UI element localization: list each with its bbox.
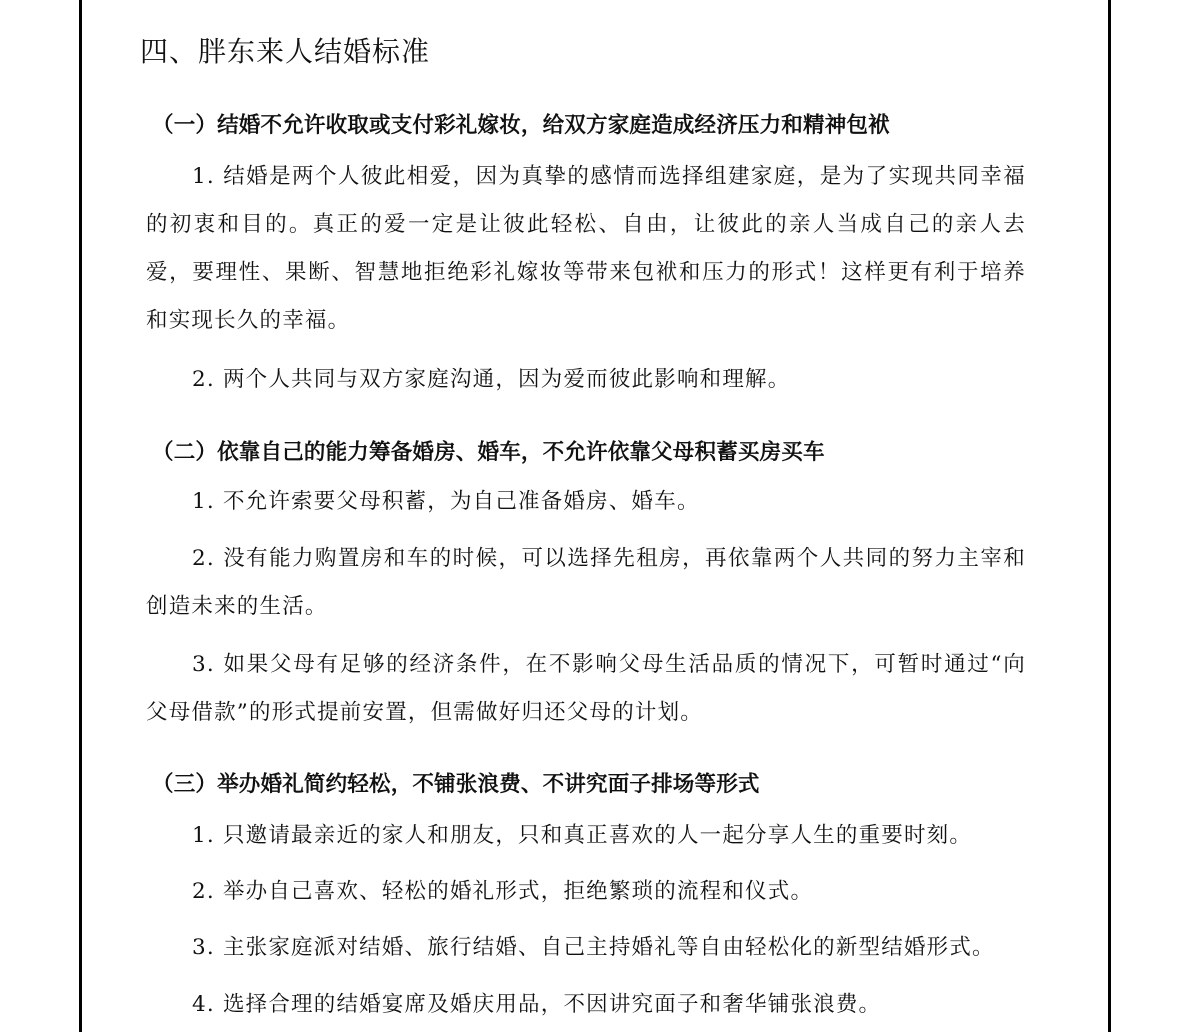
section-3-item-3: 3. 主张家庭派对结婚、旅行结婚、自己主持婚礼等自由轻松化的新型结婚形式。 xyxy=(192,935,995,960)
section-2-item-3: 3. 如果父母有足够的经济条件，在不影响父母生活品质的情况下，可暂时通过“向父母借款”的形式提前安置，但需做好归还父母的计划。 xyxy=(146,652,1026,725)
page-border-left xyxy=(79,0,82,1032)
section-1-item-2: 2. 两个人共同与双方家庭沟通，因为爱而彼此影响和理解。 xyxy=(192,367,791,392)
document-title: 四、胖东来人结婚标准 xyxy=(140,35,431,68)
section-2-item-2: 2. 没有能力购置房和车的时候，可以选择先租房，再依靠两个人共同的努力主宰和创造未来的生活。 xyxy=(146,546,1026,619)
section-3-item-4: 4. 选择合理的结婚宴席及婚庆用品，不因讲究面子和奢华铺张浪费。 xyxy=(192,992,882,1017)
section-2-item-1: 1. 不允许索要父母积蓄，为自己准备婚房、婚车。 xyxy=(192,489,700,514)
section-1-item-1: 1. 结婚是两个人彼此相爱，因为真挚的感情而选择组建家庭，是为了实现共同幸福的初衷和目的。真正的爱一定是让彼此轻松、自由，让彼此的亲人当成自己的亲人去爱，要理性、果断、智慧地拒绝彩礼嫁妆等带来包袱和压力的形式！这样更有利于培养和实现长久的幸福。 xyxy=(146,164,1026,333)
section-heading-1: （一）结婚不允许收取或支付彩礼嫁妆，给双方家庭造成经济压力和精神包袱 xyxy=(152,113,890,138)
page-border-right xyxy=(1108,0,1111,1032)
section-heading-2: （二）依靠自己的能力筹备婚房、婚车，不允许依靠父母积蓄买房买车 xyxy=(152,440,825,465)
section-3-item-2: 2. 举办自己喜欢、轻松的婚礼形式，拒绝繁琐的流程和仪式。 xyxy=(192,879,814,904)
section-3-item-1: 1. 只邀请最亲近的家人和朋友，只和真正喜欢的人一起分享人生的重要时刻。 xyxy=(192,823,973,848)
section-heading-3: （三）举办婚礼简约轻松，不铺张浪费、不讲究面子排场等形式 xyxy=(152,772,760,797)
